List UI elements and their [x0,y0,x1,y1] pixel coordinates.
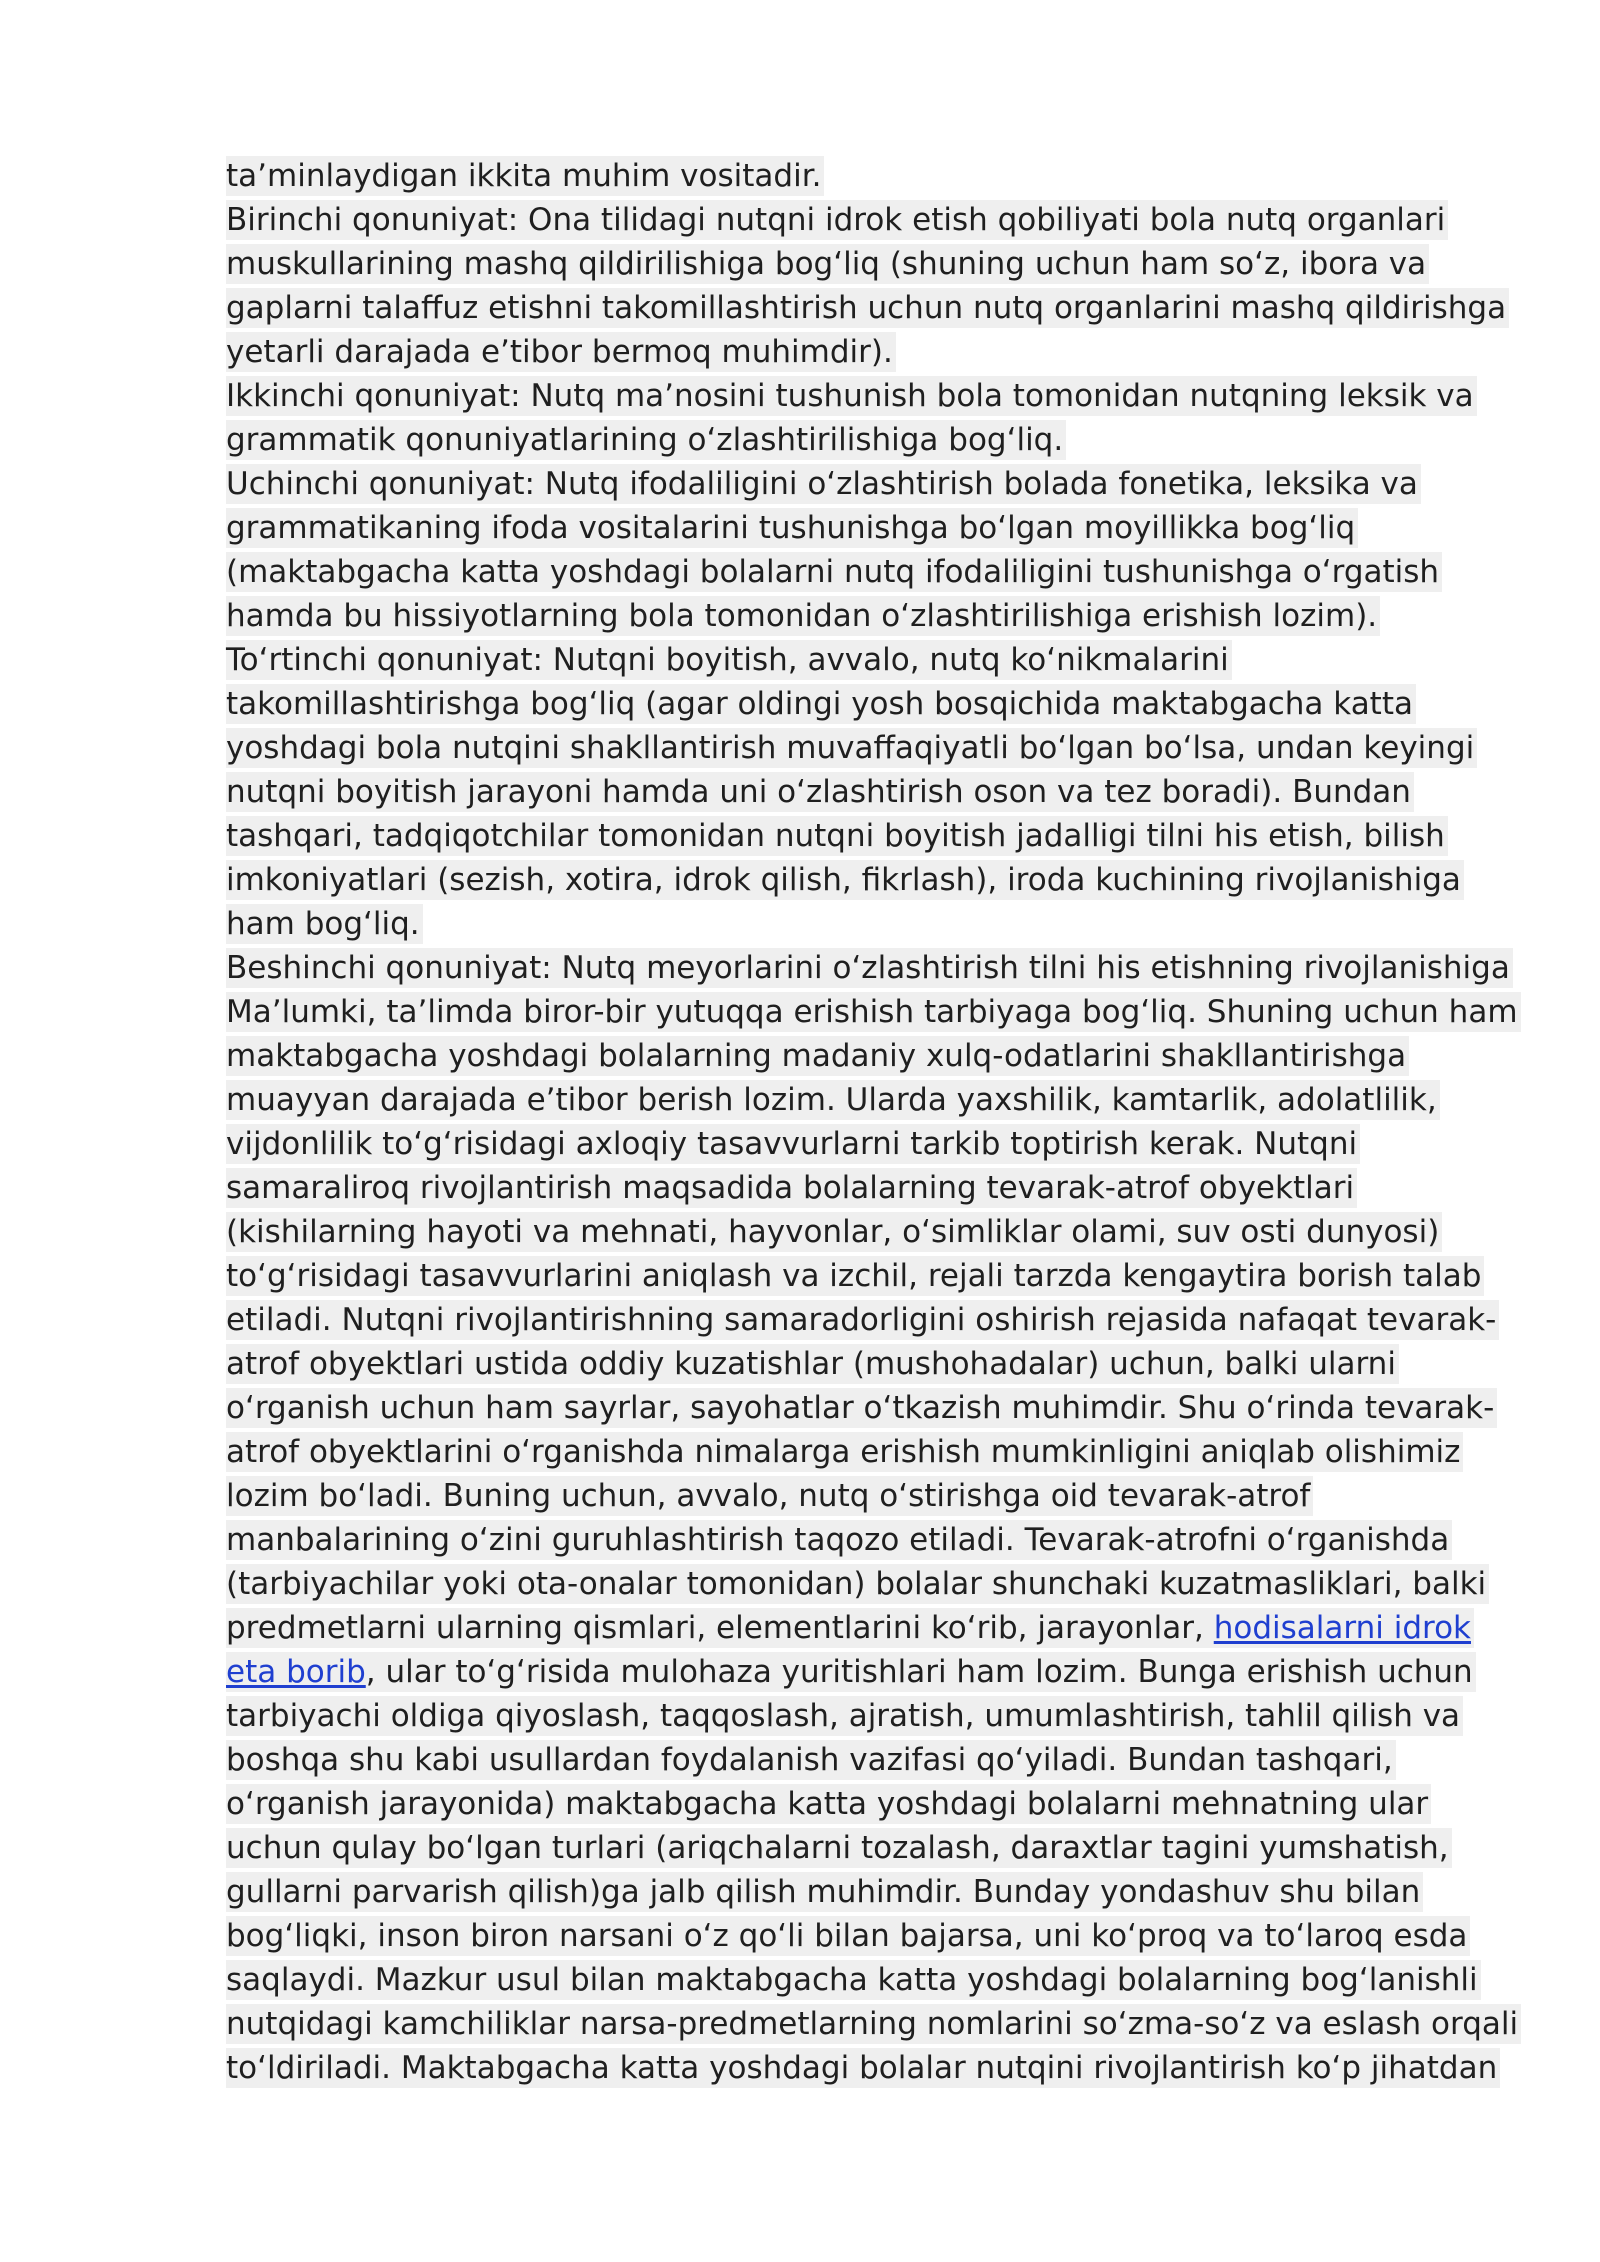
text-line-content: Ikkinchi qonuniyat: Nutq ma’nosini tushunish bola tomonidan nutqning leksik va [226,376,1477,416]
text-line [226,2002,1526,2046]
text-line-content: to‘ldiriladi. Maktabgacha katta yoshdagi bolalar nutqini rivojlantirish ko‘p jihatdan [226,2048,1500,2088]
text-line [226,990,1526,1034]
text-line [226,1078,1526,1122]
text-line [226,1474,1526,1518]
text-line [226,1034,1526,1078]
text-line-content: ham bog‘liq. [226,904,423,944]
text-line-content: grammatik qonuniyatlarining o‘zlashtirilishiga bog‘liq. [226,420,1066,460]
text-line-content: Uchinchi qonuniyat: Nutq ifodaliligini o‘zlashtirish bolada fonetika, leksika va [226,464,1421,504]
text-line-content: muayyan darajada e’tibor berish lozim. Ularda yaxshilik, kamtarlik, adolatlilik, [226,1080,1440,1120]
text-line [226,770,1526,814]
text-line-content: takomillashtirishga bog‘liq (agar oldingi yosh bosqichida maktabgacha katta [226,684,1416,724]
text-line-content: atrof obyektlari ustida oddiy kuzatishlar (mushohadalar) uchun, balki ularni [226,1344,1399,1384]
text-line-content [226,1652,1476,1692]
text-line-content: bog‘liqki, inson biron narsani o‘z qo‘li bilan bajarsa, uni ko‘proq va to‘laroq esda [226,1916,1470,1956]
text-line-content: maktabgacha yoshdagi bolalarning madaniy xulq-odatlarini shakllantirishga [226,1036,1409,1076]
text-segment: predmetlarni ularning qismlari, elementlarini ko‘rib, jarayonlar, [226,1610,1214,1646]
text-line [226,1782,1526,1826]
text-line-content: atrof obyektlarini o‘rganishda nimalarga erishish mumkinligini aniqlab olishimiz [226,1432,1463,1472]
text-line-with-link [226,1606,1526,1650]
text-line-content: manbalarining o‘zini guruhlashtirish taqozo etiladi. Tevarak-atrofni o‘rganishda [226,1520,1452,1560]
text-line [226,374,1526,418]
text-line-content: imkoniyatlari (sezish, xotira, idrok qilish, fikrlash), iroda kuchining rivojlanishiga [226,860,1464,900]
text-line [226,1342,1526,1386]
text-line [226,2046,1526,2090]
text-line [226,462,1526,506]
text-line [226,1562,1526,1606]
text-line [226,1122,1526,1166]
text-line [226,418,1526,462]
text-line-content: o‘rganish uchun ham sayrlar, sayohatlar o‘tkazish muhimdir. Shu o‘rinda tevarak- [226,1388,1497,1428]
text-line [226,1518,1526,1562]
text-line [226,550,1526,594]
text-line [226,814,1526,858]
text-line [226,1430,1526,1474]
text-line [226,594,1526,638]
text-line-content: etiladi. Nutqni rivojlantirishning samaradorligini oshirish rejasida nafaqat tevarak- [226,1300,1499,1340]
text-line [226,1914,1526,1958]
text-line [226,198,1526,242]
text-line-content: tarbiyachi oldiga qiyoslash, taqqoslash, ajratish, umumlashtirish, tahlil qilish va [226,1696,1463,1736]
text-line [226,638,1526,682]
hyperlink-eta-borib[interactable]: eta borib [226,1654,366,1690]
text-line-content: nutqidagi kamchiliklar narsa-predmetlarning nomlarini so‘zma-so‘z va eslash orqali [226,2004,1521,2044]
text-line-content: Beshinchi qonuniyat: Nutq meyorlarini o‘zlashtirish tilni his etishning rivojlanishiga [226,948,1513,988]
text-line-content: yoshdagi bola nutqini shakllantirish muvaffaqiyatli bo‘lgan bo‘lsa, undan keyingi [226,728,1477,768]
text-line [226,1166,1526,1210]
text-line-content: to‘g‘risidagi tasavvurlarini aniqlash va izchil, rejali tarzda kengaytira borish talab [226,1256,1484,1296]
text-line [226,286,1526,330]
text-line-content: o‘rganish jarayonida) maktabgacha katta yoshdagi bolalarni mehnatning ular [226,1784,1431,1824]
text-line-content: hamda bu hissiyotlarning bola tomonidan o‘zlashtirilishiga erishish lozim). [226,596,1380,636]
text-line-content: vijdonlilik to‘g‘risidagi axloqiy tasavvurlarni tarkib toptirish kerak. Nutqni [226,1124,1360,1164]
text-line [226,1738,1526,1782]
text-line-content: Ma’lumki, ta’limda biror-bir yutuqqa erishish tarbiyaga bog‘liq. Shuning uchun ham [226,992,1521,1032]
text-line [226,1298,1526,1342]
text-line-content: boshqa shu kabi usullardan foydalanish vazifasi qo‘yiladi. Bundan tashqari, [226,1740,1396,1780]
text-line-with-link [226,1650,1526,1694]
text-line [226,1958,1526,2002]
text-line-content: grammatikaning ifoda vositalarini tushunishga bo‘lgan moyillikka bog‘liq [226,508,1358,548]
text-line [226,858,1526,902]
text-line-content: tashqari, tadqiqotchilar tomonidan nutqni boyitish jadalligi tilni his etish, bilish [226,816,1448,856]
text-line [226,1254,1526,1298]
text-line-content: samaraliroq rivojlantirish maqsadida bolalarning tevarak-atrof obyektlari [226,1168,1357,1208]
text-line-content: ta’minlaydigan ikkita muhim vositadir. [226,156,824,196]
body-text [226,154,1526,2090]
text-line-content: lozim bo‘ladi. Buning uchun, avvalo, nutq o‘stirishga oid tevarak-atrof [226,1476,1313,1516]
text-line [226,902,1526,946]
text-line-content: (kishilarning hayoti va mehnati, hayvonlar, o‘simliklar olami, suv osti dunyosi) [226,1212,1442,1252]
text-line-content: gullarni parvarish qilish)ga jalb qilish muhimdir. Bunday yondashuv shu bilan [226,1872,1423,1912]
text-line [226,946,1526,990]
hyperlink-hodisalarni-idrok[interactable]: hodisalarni idrok [1213,1610,1471,1646]
text-line-content: gaplarni talaffuz etishni takomillashtirish uchun nutq organlarini mashq qildirishga [226,288,1509,328]
text-line-content: muskullarining mashq qildirilishiga bog‘liq (shuning uchun ham so‘z, ibora va [226,244,1429,284]
text-line [226,506,1526,550]
text-line [226,726,1526,770]
text-line [226,682,1526,726]
text-line [226,1870,1526,1914]
text-line-content [226,1608,1474,1648]
text-line [226,1386,1526,1430]
text-line-content: nutqni boyitish jarayoni hamda uni o‘zlashtirish oson va tez boradi). Bundan [226,772,1414,812]
text-line-content: yetarli darajada e’tibor bermoq muhimdir). [226,332,896,372]
text-line-content: uchun qulay bo‘lgan turlari (ariqchalarni tozalash, daraxtlar tagini yumshatish, [226,1828,1452,1868]
text-line [226,330,1526,374]
text-line [226,1210,1526,1254]
text-line [226,242,1526,286]
text-line-content: Birinchi qonuniyat: Ona tilidagi nutqni idrok etish qobiliyati bola nutq organlari [226,200,1448,240]
text-line-content: (tarbiyachilar yoki ota-onalar tomonidan) bolalar shunchaki kuzatmasliklari, balki [226,1564,1489,1604]
text-segment: , ular to‘g‘risida mulohaza yuritishlari ham lozim. Bunga erishish uchun [365,1654,1473,1690]
text-line-content: (maktabgacha katta yoshdagi bolalarni nutq ifodaliligini tushunishga o‘rgatish [226,552,1442,592]
text-line [226,154,1526,198]
text-line [226,1826,1526,1870]
text-line [226,1694,1526,1738]
text-line-content: To‘rtinchi qonuniyat: Nutqni boyitish, avvalo, nutq ko‘nikmalarini [226,640,1232,680]
text-line-content: saqlaydi. Mazkur usul bilan maktabgacha katta yoshdagi bolalarning bog‘lanishli [226,1960,1481,2000]
